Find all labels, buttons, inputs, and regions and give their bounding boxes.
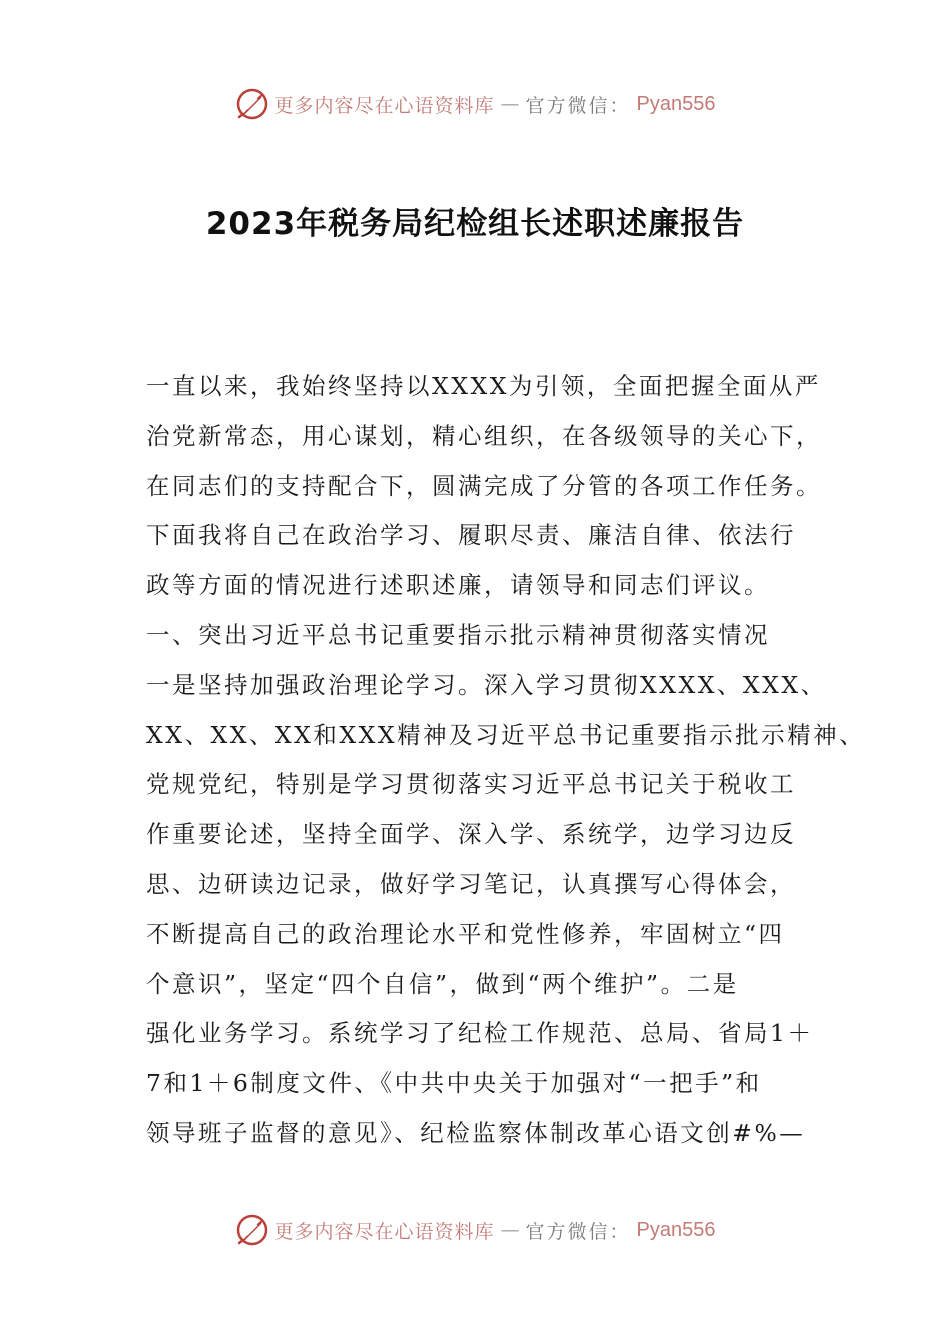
banner-official-label: 官方微信： — [525, 1220, 631, 1243]
quill-pen-logo-icon — [235, 87, 269, 121]
header-banner — [0, 84, 950, 124]
body-line: 领导班子监督的意见》、纪检监察体制改革心语文创#%— — [146, 1118, 806, 1147]
body-line: 一直以来，我始终坚持以XXXX为引领，全面把握全面从严 — [146, 372, 821, 400]
body-line: 不断提高自己的政治理论水平和党性修养，牢固树立“四 — [146, 919, 785, 948]
body-line: 在同志们的支持配合下，圆满完成了分管的各项工作任务。 — [146, 471, 822, 500]
banner-main-text: 更多内容尽在心语资料库 — [274, 94, 495, 117]
section-heading: 一、突出习近平总书记重要指示批示精神贯彻落实情况 — [146, 620, 770, 649]
body-line: 强化业务学习。系统学习了纪检工作规范、总局、省局1＋ — [146, 1019, 814, 1048]
body-line: 个意识”，坚定“四个自信”，做到“两个维护”。二是 — [146, 969, 739, 998]
document-body — [146, 362, 866, 1159]
footer-banner — [0, 1210, 950, 1250]
banner-separator: — — [500, 1219, 520, 1241]
body-line: 下面我将自己在政治学习、履职尽责、廉洁自律、依法行 — [146, 521, 796, 550]
body-line: 思、边研读边记录，做好学习笔记，认真撰写心得体会， — [146, 869, 796, 898]
body-line: 一是坚持加强政治理论学习。深入学习贯彻XXXX、XXX、 — [146, 670, 827, 699]
body-line: 政等方面的情况进行述职述廉，请领导和同志们评议。 — [146, 571, 770, 600]
banner-wechat-id: Pyan556 — [636, 92, 716, 115]
body-line: 作重要论述，坚持全面学、深入学、系统学，边学习边反 — [146, 820, 796, 849]
body-line: 党规党纪，特别是学习贯彻落实习近平总书记关于税收工 — [146, 770, 796, 799]
banner-content — [235, 1213, 716, 1247]
document-title: 2023年税务局纪检组长述职述廉报告 — [205, 206, 745, 242]
body-line: XX、XX、XX和XXX精神及习近平总书记重要指示批示精神、 — [146, 720, 866, 749]
banner-separator: — — [500, 93, 520, 115]
banner-official-label: 官方微信： — [525, 94, 631, 117]
body-line: 7和1＋6制度文件、《中共中央关于加强对“一把手”和 — [146, 1069, 762, 1098]
banner-wechat-id: Pyan556 — [636, 1218, 716, 1241]
body-line: 治党新常态，用心谋划，精心组织，在各级领导的关心下， — [146, 421, 822, 450]
banner-content — [235, 87, 716, 121]
banner-main-text: 更多内容尽在心语资料库 — [274, 1220, 495, 1243]
quill-pen-logo-icon — [235, 1213, 269, 1247]
